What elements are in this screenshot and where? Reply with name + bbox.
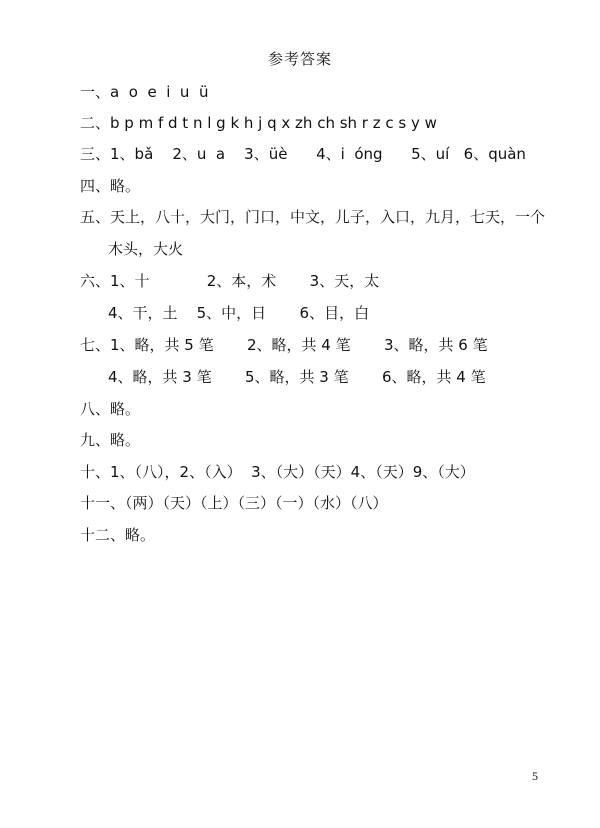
answer-line-5: 五、天上，八十，大门，门口，中文，儿子，入口，九月，七天，一个 [80,208,546,226]
answer-line-6-continued: 4、干，土 5、中，日 6、目，白 [108,304,370,322]
answer-line-9: 九、略。 [80,431,141,449]
answer-line-6: 六、1、十 2、本，术 3、天，太 [80,272,380,290]
answer-line-5-continued: 木头，大火 [108,240,184,258]
answer-line-7-continued: 4、略，共 3 笔 5、略，共 3 笔 6、略，共 4 笔 [108,368,486,386]
answer-line-11: 十一、（两）（天）（上）（三）（一）（水）（八） [80,494,388,512]
answer-line-10: 十、1、（八），2、（入） 3、（大）（天）4、（天）9、（大） [80,463,475,481]
answer-line-12: 十二、略。 [80,526,156,544]
answer-line-7: 七、1、略，共 5 笔 2、略，共 4 笔 3、略，共 6 笔 [80,336,488,354]
answer-line-2: 二、b p m f d t n l g k h j q x zh ch sh r z c s y w [80,114,437,132]
page-number: 5 [532,769,538,783]
answer-line-4: 四、略。 [80,177,141,195]
answer-line-8: 八、略。 [80,400,141,418]
answer-line-1: 一、a o e i u ü [80,83,209,101]
page-title: 参考答案 [267,50,332,68]
answer-line-3: 三、1、bǎ 2、u a 3、üè 4、i óng 5、uí 6、quàn [80,145,526,163]
